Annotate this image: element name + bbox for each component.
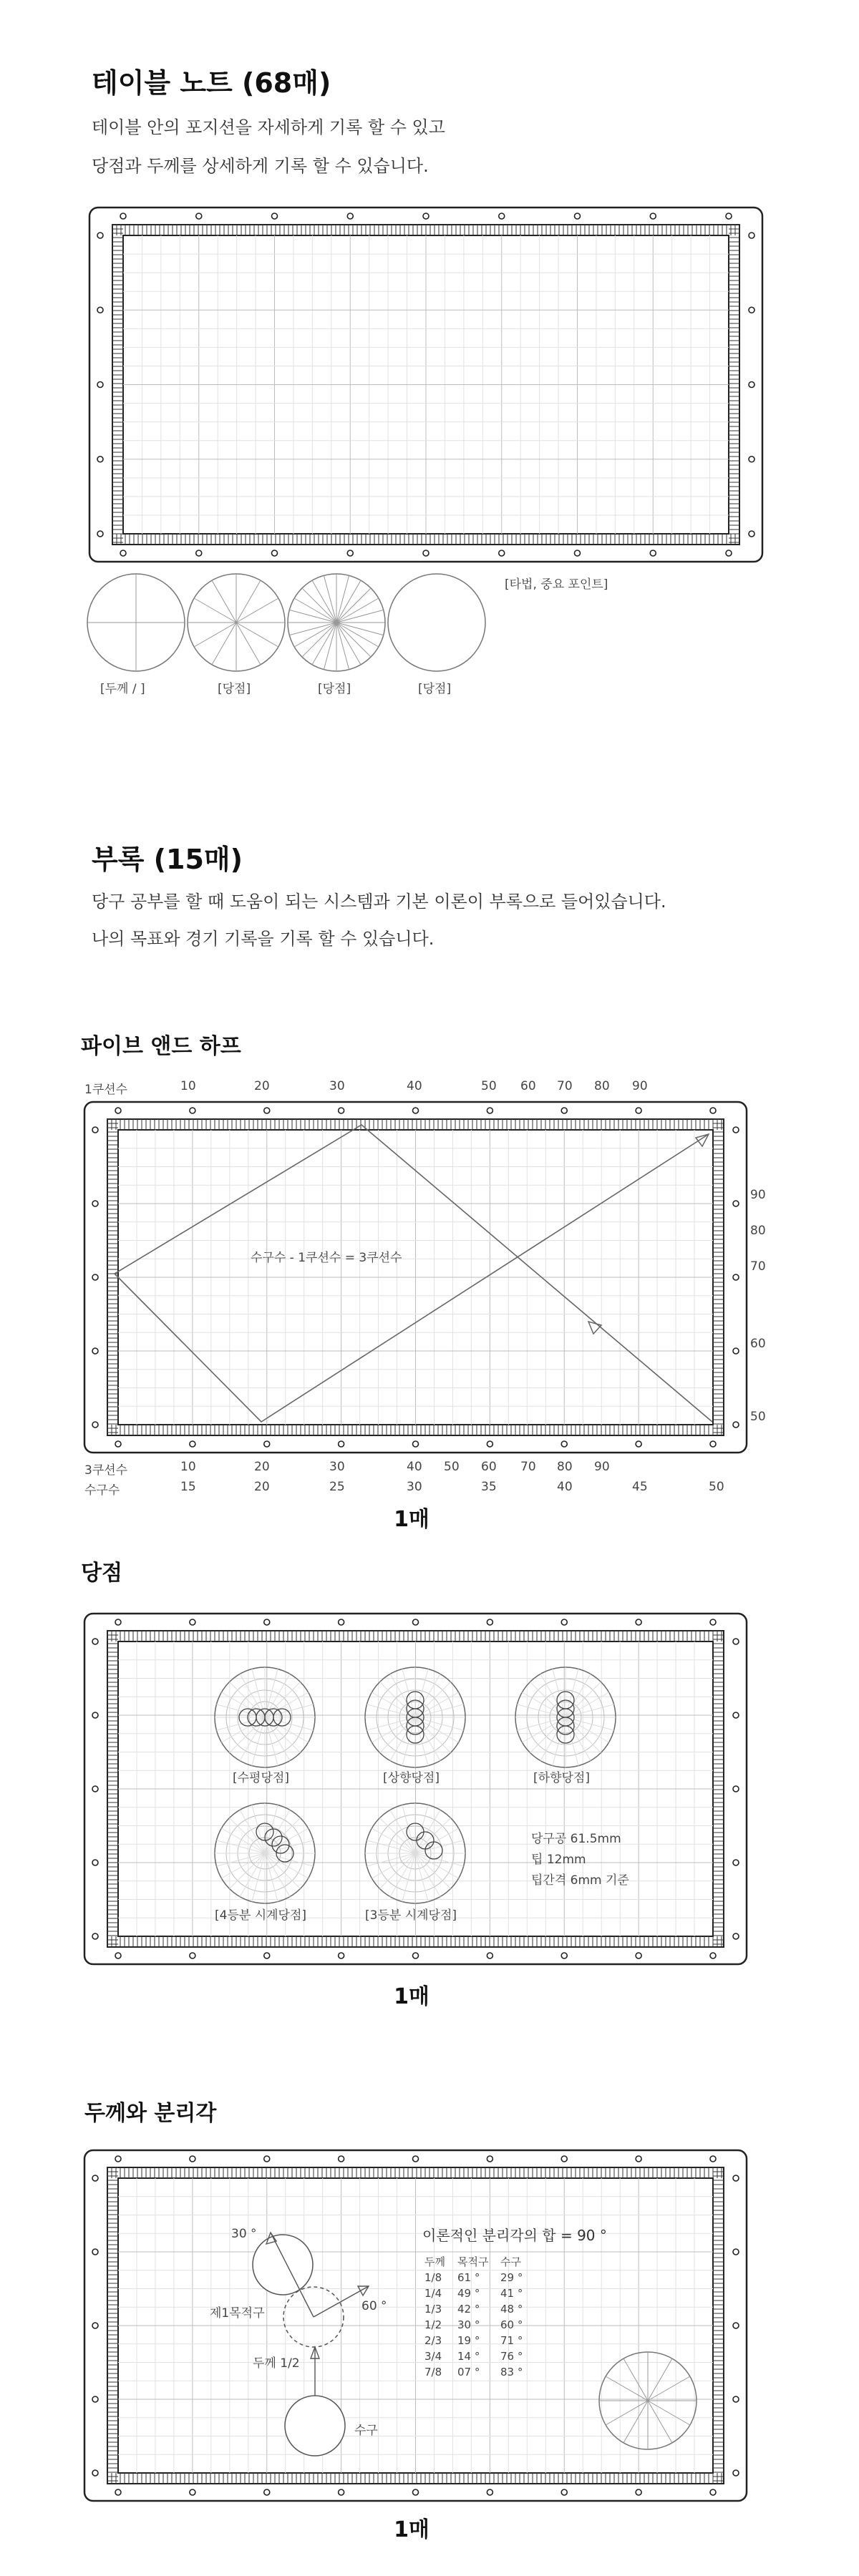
bottom-tick-3c: 70 xyxy=(520,1460,536,1474)
right-tick: 80 xyxy=(750,1224,766,1238)
angle-row xyxy=(424,2317,529,2333)
cell-thickness: 3/4 xyxy=(424,2350,442,2363)
right-tick: 60 xyxy=(750,1337,766,1351)
cell-object: 61 ° xyxy=(457,2271,480,2284)
cue-ball-number-label: 수구수 xyxy=(84,1483,120,1498)
tip-title: 당점 xyxy=(81,1561,122,1586)
cell-object: 42 ° xyxy=(457,2303,480,2316)
circle-label-tip-2: [당점] xyxy=(318,682,351,696)
cell-cue: 76 ° xyxy=(500,2350,523,2363)
cell-object: 07 ° xyxy=(457,2366,480,2379)
cell-cue: 41 ° xyxy=(500,2287,523,2300)
header-object: 목적구 xyxy=(457,2255,489,2268)
bottom-tick-cue: 30 xyxy=(407,1480,422,1494)
tip-label-quarter-clock: [4등분 시계당점] xyxy=(215,1908,307,1923)
top-tick: 60 xyxy=(520,1079,536,1093)
angle-row xyxy=(424,2364,529,2380)
tip-info-ball: 당구공 61.5mm xyxy=(531,1832,621,1846)
bottom-tick-cue: 15 xyxy=(180,1480,196,1494)
top-tick: 10 xyxy=(180,1079,196,1093)
bottom-tick-3c: 20 xyxy=(254,1460,270,1474)
thickness-count: 1매 xyxy=(394,2517,430,2542)
cell-object: 30 ° xyxy=(457,2318,480,2331)
bottom-tick-3c: 40 xyxy=(407,1460,422,1474)
angle-row xyxy=(424,2333,529,2348)
appendix-title: 부록 (15매) xyxy=(92,844,243,875)
bottom-tick-cue: 40 xyxy=(557,1480,573,1494)
top-tick: 50 xyxy=(481,1079,497,1093)
cell-thickness: 7/8 xyxy=(424,2366,442,2379)
table-note-desc-2: 당점과 두께를 상세하게 기록 할 수 있습니다. xyxy=(92,156,429,176)
object-ball-label: 제1목적구 xyxy=(210,2306,265,2321)
cell-thickness: 1/2 xyxy=(424,2318,442,2331)
top-tick: 30 xyxy=(329,1079,345,1093)
right-tick: 70 xyxy=(750,1259,766,1274)
bottom-tick-cue: 45 xyxy=(632,1480,648,1494)
bottom-tick-3c: 30 xyxy=(329,1460,345,1474)
table-note-desc-1: 테이블 안의 포지션을 자세하게 기록 할 수 있고 xyxy=(92,117,445,137)
bottom-tick-3c: 50 xyxy=(444,1460,460,1474)
cell-object: 14 ° xyxy=(457,2350,480,2363)
right-tick: 50 xyxy=(750,1410,766,1424)
cell-cue: 71 ° xyxy=(500,2334,523,2347)
top-tick: 80 xyxy=(594,1079,610,1093)
tip-label-upward: [상향당점] xyxy=(383,1771,440,1785)
cell-object: 19 ° xyxy=(457,2334,480,2347)
bottom-tick-cue: 25 xyxy=(329,1480,345,1494)
bottom-tick-3c: 60 xyxy=(481,1460,497,1474)
appendix-desc-1: 당구 공부를 할 때 도움이 되는 시스템과 기본 이론이 부록으로 들어있습니다. xyxy=(92,892,666,912)
bottom-tick-3c: 10 xyxy=(180,1460,196,1474)
tip-label-horizontal: [수평당점] xyxy=(233,1771,289,1785)
angle-60-label: 60 ° xyxy=(361,2299,387,2313)
table-note-title: 테이블 노트 (68매) xyxy=(92,67,331,99)
header-thickness: 두께 xyxy=(424,2255,445,2268)
five-half-formula: 수구수 - 1쿠션수 = 3쿠션수 xyxy=(251,1251,402,1265)
angle-30-label: 30 ° xyxy=(231,2227,257,2241)
thickness-clock-circle xyxy=(599,2352,697,2449)
tip-count: 1매 xyxy=(394,1984,430,2009)
cell-thickness: 1/8 xyxy=(424,2271,442,2284)
cell-cue: 83 ° xyxy=(500,2366,523,2379)
five-half-count: 1매 xyxy=(394,1507,430,1532)
tip-info-tip: 팁 12mm xyxy=(531,1853,586,1867)
right-tick: 90 xyxy=(750,1188,766,1202)
top-tick: 70 xyxy=(557,1079,573,1093)
separation-angle-table xyxy=(424,2254,529,2380)
bottom-tick-3c: 90 xyxy=(594,1460,610,1474)
circle-label-tip-3: [당점] xyxy=(418,682,452,696)
first-cushion-label: 1쿠션수 xyxy=(84,1083,128,1097)
top-tick: 90 xyxy=(632,1079,648,1093)
bottom-tick-cue: 35 xyxy=(481,1480,497,1494)
angle-row xyxy=(424,2270,529,2285)
third-cushion-label: 3쿠션수 xyxy=(84,1463,128,1478)
top-tick: 20 xyxy=(254,1079,270,1093)
tip-info-spacing: 팁간격 6mm 기준 xyxy=(531,1873,629,1888)
five-half-title: 파이브 앤드 하프 xyxy=(81,1034,241,1059)
cell-thickness: 2/3 xyxy=(424,2334,442,2347)
angle-row xyxy=(424,2348,529,2364)
cell-cue: 29 ° xyxy=(500,2271,523,2284)
stroke-points-label: [타법, 중요 포인트] xyxy=(505,577,608,592)
tip-label-downward: [하향당점] xyxy=(533,1771,590,1785)
theory-sum-label: 이론적인 분리각의 합 = 90 ° xyxy=(422,2227,607,2244)
cell-thickness: 1/3 xyxy=(424,2303,442,2316)
bottom-tick-3c: 80 xyxy=(557,1460,573,1474)
thickness-half-label: 두께 1/2 xyxy=(253,2356,300,2371)
angle-row xyxy=(424,2301,529,2317)
header-cue: 수구 xyxy=(500,2255,521,2268)
bottom-tick-cue: 20 xyxy=(254,1480,270,1494)
appendix-desc-2: 나의 목표와 경기 기록을 기록 할 수 있습니다. xyxy=(92,929,435,949)
object-ball xyxy=(253,2235,313,2295)
top-tick: 40 xyxy=(407,1079,422,1093)
cell-cue: 60 ° xyxy=(500,2318,523,2331)
circle-label-tip-1: [당점] xyxy=(218,682,251,696)
cell-thickness: 1/4 xyxy=(424,2287,442,2300)
angle-row xyxy=(424,2285,529,2301)
bottom-tick-cue: 50 xyxy=(709,1480,724,1494)
circle-label-thickness: [두께 / ] xyxy=(100,682,145,696)
cue-ball-label: 수구 xyxy=(354,2424,378,2438)
thickness-title: 두께와 분리각 xyxy=(84,2101,217,2126)
tip-label-third-clock: [3등분 시계당점] xyxy=(365,1908,457,1923)
cell-cue: 48 ° xyxy=(500,2303,523,2316)
cue-ball xyxy=(285,2396,345,2456)
cell-object: 49 ° xyxy=(457,2287,480,2300)
